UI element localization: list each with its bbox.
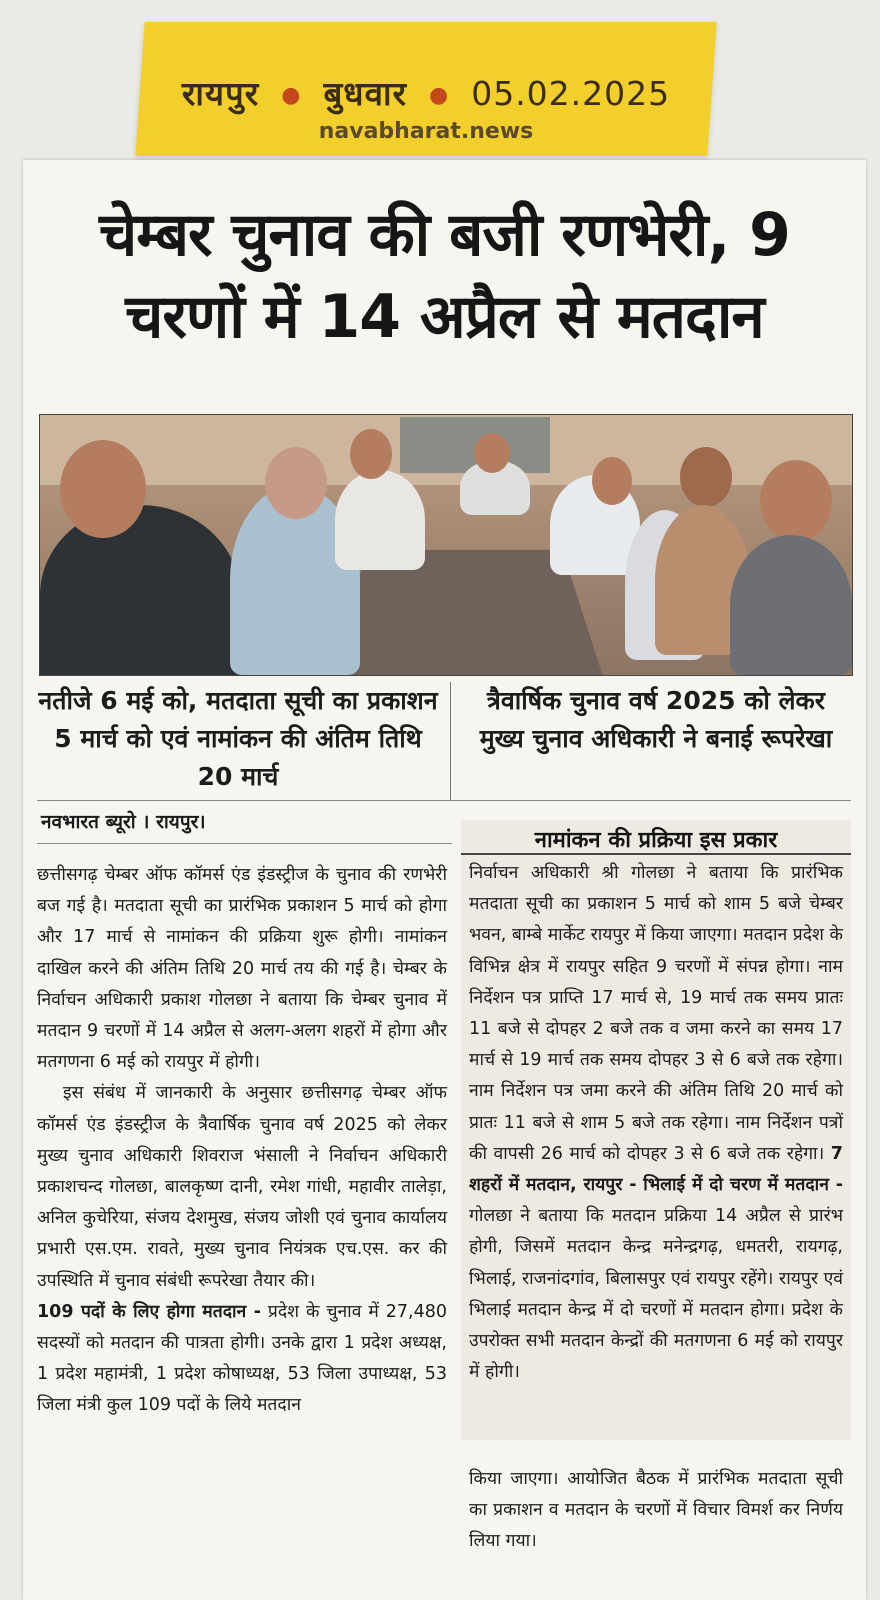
paragraph-lead: 7 शहरों में मतदान, रायपुर - भिलाई में दो चरण में मतदान - bbox=[469, 1143, 843, 1196]
bullet-icon: ● bbox=[429, 83, 450, 108]
section-rule bbox=[37, 800, 851, 801]
paragraph bbox=[37, 1297, 447, 1422]
photo-face bbox=[474, 433, 510, 473]
headline-line-2: चरणों में 14 अप्रैल से मतदान bbox=[125, 282, 764, 352]
site-url bbox=[140, 119, 712, 144]
paragraph-text: गोलछा ने बताया कि मतदान प्रक्रिया 14 अप्रैल से प्रारंभ होगी, जिसमें मतदान केन्द्र मनेन्द्रगढ़, धमतरी, रायगढ़, भिलाई, राजनांदगांव, बिलासपुर एवं रायपुर रहेंगे। रायपुर एवं भिलाई मतदान केन्द्र में दो चरणों में मतदान होगा। प्रदेश के उपरोक्त सभी मतदान केन्द्रों की मतगणना 6 मई को रायपुर में होगी। bbox=[469, 1206, 843, 1383]
article-body-left bbox=[37, 860, 447, 1422]
paragraph bbox=[469, 858, 843, 1388]
dateline bbox=[140, 70, 712, 115]
sidebar-box-body bbox=[469, 858, 843, 1388]
site-name: navabharat bbox=[318, 119, 461, 144]
paragraph: छत्तीसगढ़ चेम्बर ऑफ कॉमर्स एंड इंडस्ट्रीज के चुनाव की रणभेरी बज गई है। मतदाता सूची का प्रारंभिक प्रकाशन 5 मार्च को होगा और 17 मार्च से नामांकन की प्रक्रिया शुरू होगी। नामांकन दाखिल करने की अंतिम तिथि 20 मार्च तय की गई है। चेम्बर के निर्वाचन अधिकारी प्रकाश गोलछा ने बताया कि चेम्बर चुनाव में मतदान 9 चरणों में 14 अप्रैल से अलग-अलग शहरों में होगा और मतगणना 6 मई को रायपुर में होगी। bbox=[37, 865, 447, 1073]
paragraph-lead: 109 पदों के लिए होगा मतदान - bbox=[37, 1301, 261, 1322]
photo-face bbox=[592, 457, 632, 505]
subhead-left: नतीजे 6 मई को, मतदाता सूची का प्रकाशन 5 मार्च को एवं नामांकन की अंतिम तिथि 20 मार्च bbox=[38, 686, 438, 791]
masthead-city: रायपुर bbox=[181, 74, 260, 113]
masthead bbox=[140, 22, 712, 156]
masthead-date: 05.02.2025 bbox=[471, 74, 671, 113]
paragraph: इस संबंध में जानकारी के अनुसार छत्तीसगढ़ चेम्बर ऑफ कॉमर्स एंड इंडस्ट्रीज के त्रैवार्षिक चुनाव वर्ष 2025 को लेकर मुख्य चुनाव अधिकारी शिवराज भंसाली ने निर्वाचन अधिकारी प्रकाशचन्द गोलछा, बालकृष्ण दानी, रमेश गांधी, महावीर तालेड़ा, अनिल कुचेरिया, संजय देशमुख, संजय जोशी एवं चुनाव कार्यालय प्रभारी एस.एम. रावते, मुख्य चुनाव नियंत्रक एच.एस. कर की उपस्थिति में चुनाव संबंधी रूपरेखा तैयार की। bbox=[37, 1083, 447, 1291]
byline-rule bbox=[37, 843, 452, 844]
meeting-photo bbox=[39, 414, 853, 676]
photo-face bbox=[350, 429, 392, 479]
sidebar-box-rule bbox=[461, 853, 851, 855]
masthead-day: बुधवार bbox=[323, 74, 407, 113]
headline bbox=[23, 194, 866, 358]
news-clipping bbox=[23, 160, 866, 1600]
byline: नवभारत ब्यूरो । रायपुर। bbox=[41, 811, 206, 833]
photo-face bbox=[760, 460, 832, 542]
paragraph: किया जाएगा। आयोजित बैठक में प्रारंभिक मतदाता सूची का प्रकाशन व मतदान के चरणों में विचार विमर्श कर निर्णय लिया गया। bbox=[469, 1469, 843, 1552]
photo-person bbox=[335, 470, 425, 570]
sidebar-box-title: नामांकन की प्रक्रिया इस प्रकार bbox=[534, 828, 778, 853]
site-tld: .news bbox=[460, 119, 534, 144]
photo-person bbox=[730, 535, 852, 675]
photo-face bbox=[680, 447, 732, 507]
paragraph-text: प्रदेश के चुनाव में 27,480 सदस्यों को मतदान की पात्रता होगी। उनके द्वारा 1 प्रदेश अध्यक्ष, 1 प्रदेश महामंत्री, 1 प्रदेश कोषाध्यक्ष, 53 जिला उपाध्यक्ष, 53 जिला मंत्री कुल 109 पदों के लिये मतदान bbox=[37, 1301, 447, 1416]
photo-face bbox=[60, 440, 146, 538]
bullet-icon: ● bbox=[281, 83, 302, 108]
photo-face bbox=[265, 447, 327, 519]
headline-line-1: चेम्बर चुनाव की बजी रणभेरी, 9 bbox=[99, 200, 790, 270]
column-divider bbox=[450, 682, 451, 800]
article-continuation bbox=[469, 1464, 843, 1558]
paragraph-text: निर्वाचन अधिकारी श्री गोलछा ने बताया कि प्रारंभिक मतदाता सूची का प्रकाशन 5 मार्च को शाम 5 बजे चेम्बर भवन, बाम्बे मार्केट रायपुर में किया जाएगा। मतदान प्रदेश के विभिन्न क्षेत्र में रायपुर सहित 9 चरणों में संपन्न होगा। नाम निर्देशन पत्र प्राप्ति 17 मार्च से, 19 मार्च तक समय प्रातः 11 बजे से दोपहर 2 बजे तक व जमा करने का समय 17 मार्च से 19 मार्च तक समय दोपहर 3 से 6 बजे तक रहेगा। नाम निर्देशन पत्र जमा करने की अंतिम तिथि 20 मार्च को प्रातः 11 बजे से शाम 5 बजे तक रहेगा। नाम निर्देशन पत्रों की वापसी 26 मार्च को दोपहर 3 से 6 बजे तक रहेगा। bbox=[469, 863, 843, 1164]
photo-person bbox=[40, 505, 240, 676]
subhead-right: त्रैवार्षिक चुनाव वर्ष 2025 को लेकर मुख्य चुनाव अधिकारी ने बनाई रूपरेखा bbox=[479, 686, 833, 753]
